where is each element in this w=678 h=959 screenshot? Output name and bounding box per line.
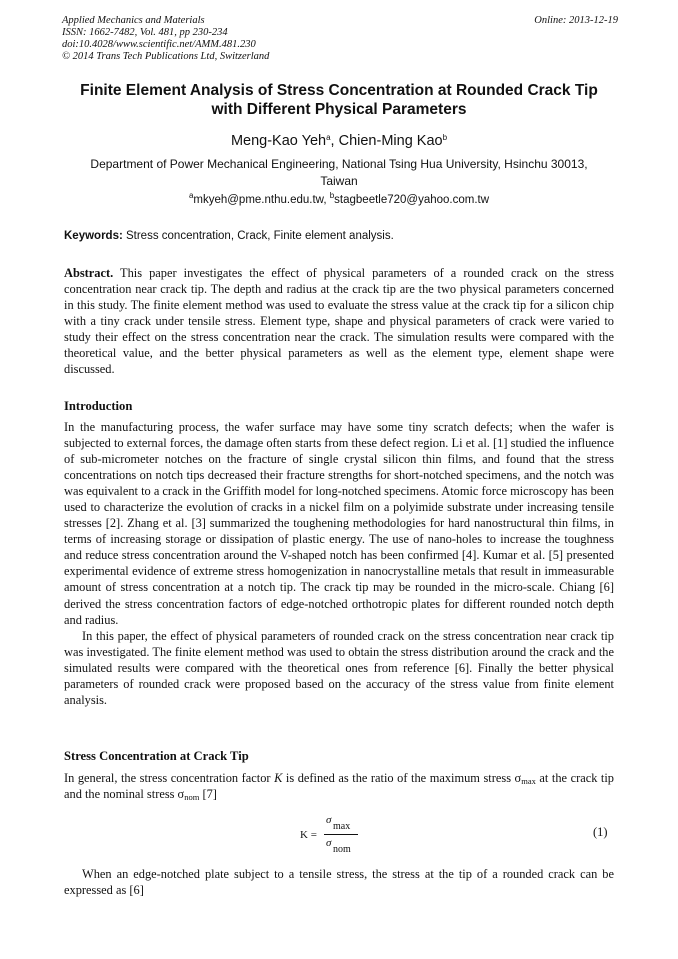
final-paragraph-text: When an edge-notched plate subject to a tensile stress, the stress at the tip of a rounded crack can be expressed as [6]: [64, 867, 614, 898]
intro-paragraph-2: In this paper, the effect of physical parameters of rounded crack on the stress concentration near crack tip was investigated. The finite element method was used to obtain the stress distribution around the crack and the simulated results were compared with the theoretical ones from reference [6]. Finally the better physical parameters of rounded crack were proposed based on the accuracy of the stress value from finite element analysis.: [64, 628, 614, 707]
equation-numerator: [324, 814, 358, 832]
keywords: [64, 229, 614, 244]
affiliation-line-1: Department of Power Mechanical Engineering, National Tsing Hua University, Hsinchu 30013,: [90, 157, 588, 171]
numerator-sub: max: [333, 821, 351, 832]
affiliation: [60, 156, 618, 190]
introduction-heading: Introduction: [64, 399, 133, 413]
sc-symbol-k: K: [274, 771, 283, 785]
author-list: [40, 132, 638, 150]
equation-lhs: K =: [300, 829, 317, 841]
online-date: Online: 2013-12-19: [534, 15, 618, 26]
introduction-body: [64, 419, 614, 708]
email-a-mark: a: [188, 191, 194, 200]
abstract-label: Abstract.: [64, 266, 114, 280]
intro-paragraph-1: In the manufacturing process, the wafer surface may have some tiny scratch defects; when the wafer is subjected to external forces, the damage often starts from these defect region. Li et al. [1] studied the influence of sub-micrometer notches on the fracture of single crystal silicon thin films, and found that the stress concentrations on notch tips decreased their fracture strengths for short-notched specimens, and the notch was was equivalent to a crack in the Griffith model for long-notched specimens. Atomic force microscopy has been used to characterize the evolution of cracks in a nickel film on a polyimide substrate under increasing tensile stresses [2]. Zhang et al. [3] summarized the toughening methodologies for hard nanostructural thin films, in terms of increasing storage or dissipation of plastic energy. The use of nano-holes to increase the toughness and reduce stress concentration around the V-shaped notch has been confirmed [4]. Kumar et al. [5] presented experimental evidence of extreme stress homogenization in nanocrystalline metals that result in immeasurable amount of stress concentration at a notch tip. The crack tip may be rounded in the micro-scale. Chiang [6] derived the stress concentration factors of edge-notched orthotropic plates for different rounded notch depth and radius.: [64, 420, 614, 627]
sc-text-3: at the crack tip and the nominal stress σ: [64, 771, 615, 802]
author-separator: ,: [330, 133, 339, 149]
equation-1: [300, 814, 380, 858]
title-line-1: Finite Element Analysis of Stress Concentration at Rounded Crack Tip: [80, 82, 598, 99]
abstract-text: This paper investigates the effect of physical parameters of a rounded crack on the stress concentration near crack tip. The depth and radius at the crack tip are the two physical parameters concerned in this study. The finite element method was used to evaluate the stress value at the crack tip for a silicon chip with a tiny crack under tensile stress. Element type, shape and physical parameters of crack were varied to study their effect on the stress concentration near the crack. The simulation results were compared with the theoretical value, and the better physical parameters as well as the element type, element shape were discussed.: [64, 266, 614, 377]
numerator-sigma: σ: [326, 814, 332, 826]
stress-section-heading: Stress Concentration at Crack Tip: [64, 749, 249, 763]
email-b: stagbeetle720@yahoo.com.tw: [334, 194, 490, 206]
denominator-sub: nom: [333, 844, 351, 855]
issn-line: ISSN: 1662-7482, Vol. 481, pp 230-234: [62, 27, 228, 38]
email-a: mkyeh@pme.nthu.edu.tw,: [193, 194, 330, 206]
affiliation-line-2: Taiwan: [320, 174, 358, 188]
email-b-mark: b: [329, 191, 335, 200]
abstract: [64, 265, 614, 377]
equation-fraction: [324, 814, 358, 855]
journal-name: Applied Mechanics and Materials: [62, 15, 205, 26]
stress-section-text: [64, 770, 614, 802]
copyright-line: © 2014 Trans Tech Publications Ltd, Switzerland: [62, 51, 270, 62]
title-line-2: with Different Physical Parameters: [211, 101, 467, 118]
denominator-sigma: σ: [326, 837, 332, 849]
keywords-label: Keywords:: [64, 230, 123, 242]
equation-denominator: [324, 837, 358, 855]
journal-header: [62, 15, 618, 63]
author-2-affil-mark: b: [442, 133, 448, 142]
keywords-text: Stress concentration, Crack, Finite element analysis.: [122, 230, 394, 242]
sc-sub-max: max: [521, 776, 536, 786]
doi-line: doi:10.4028/www.scientific.net/AMM.481.230: [62, 39, 256, 50]
author-1-affil-mark: a: [326, 133, 331, 142]
sc-text-2: is defined as the ratio of the maximum stress σ: [282, 771, 522, 785]
sc-text-1: In general, the stress concentration factor: [64, 771, 275, 785]
sc-text-4: [7]: [199, 787, 217, 802]
author-emails: [40, 193, 638, 208]
paper-title: [40, 81, 638, 119]
author-2: Chien-Ming Kao: [338, 133, 443, 149]
fraction-bar: [324, 834, 358, 835]
equation-number: (1): [593, 825, 608, 839]
author-1: Meng-Kao Yeh: [230, 133, 327, 149]
sc-sub-nom: nom: [184, 792, 200, 803]
final-paragraph: [64, 866, 614, 898]
